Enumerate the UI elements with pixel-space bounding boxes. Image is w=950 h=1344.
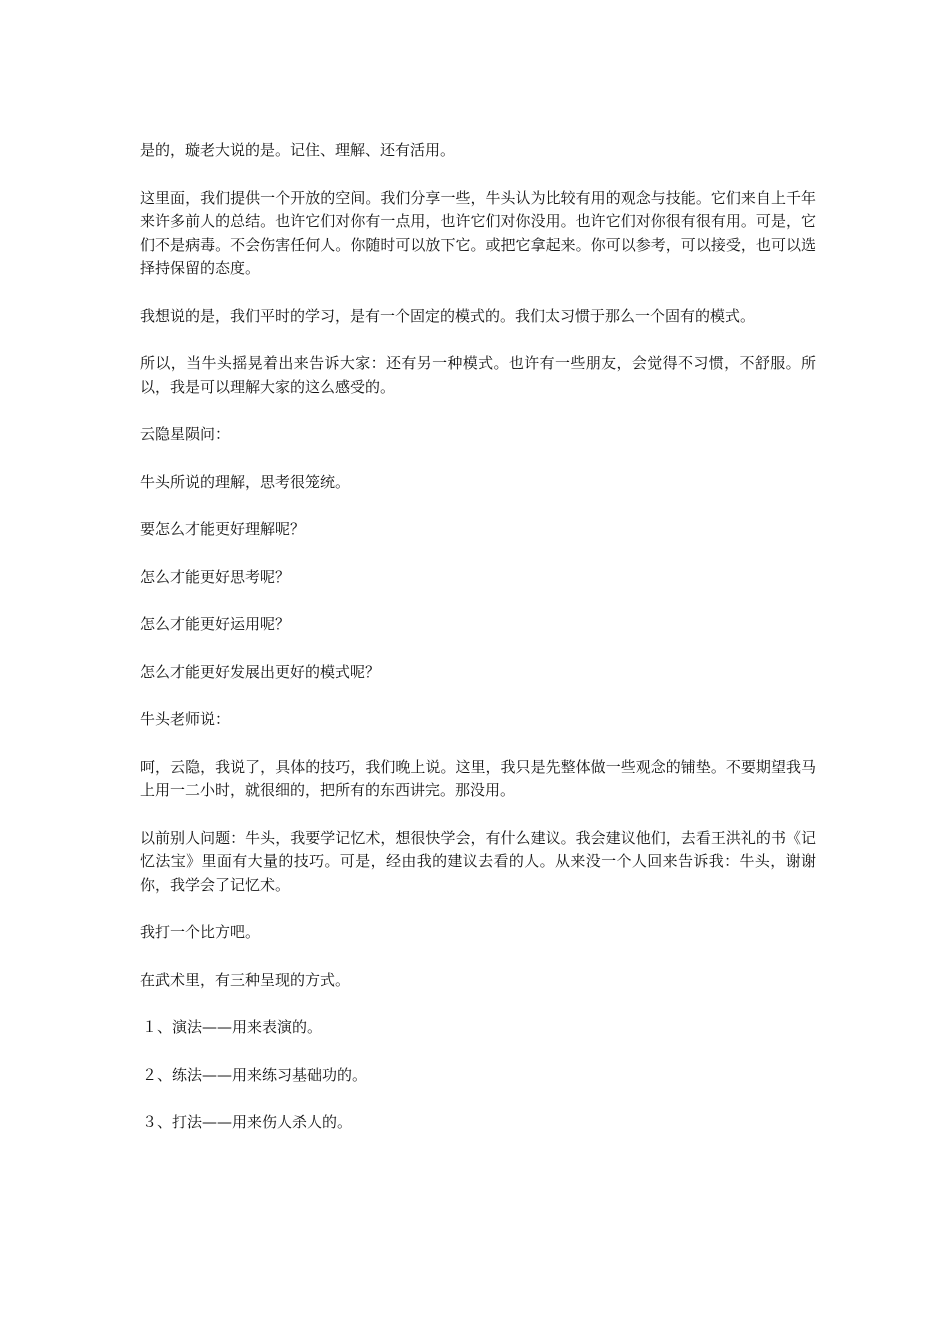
speaker-label: 云隐星陨问： [140,425,231,443]
list-item: ３、打法——用来伤人杀人的。 [142,1113,353,1131]
speaker-label: 牛头老师说： [140,710,231,728]
question: 怎么才能更好思考呢？ [140,567,291,586]
list-item: １、演法——用来表演的。 [142,1018,323,1036]
paragraph: 这里面，我们提供一个开放的空间。我们分享一些，牛头认为比较有用的观念与技能。它们来自上千年来许多前人的总结。也许它们对你有一点用，也许它们对你没用。也许它们对你很有很有用。可是，它们不是病毒。不会伤害任何人。你随时可以放下它。或把它拿起来。你可以参考，可以接受，也可以选择持保留的态度。 [140,188,816,277]
paragraph: 在武术里，有三种呈现的方式。 [140,970,351,989]
paragraph: 呵，云隐，我说了，具体的技巧，我们晚上说。这里，我只是先整体做一些观念的铺垫。不要期望我马上用一二小时，就很细的，把所有的东西讲完。那没用。 [140,757,816,799]
paragraph: 所以，当牛头摇晃着出来告诉大家：还有另一种模式。也许有一些朋友，会觉得不习惯，不舒服。所以，我是可以理解大家的这么感受的。 [140,354,816,396]
paragraph: 以前别人问题：牛头，我要学记忆术，想很快学会，有什么建议。我会建议他们，去看王洪礼的书《记忆法宝》里面有大量的技巧。可是，经由我的建议去看的人。从来没一个人回来告诉我：牛头，谢谢你，我学会了记忆术。 [140,828,816,894]
paragraph: 我打一个比方吧。 [140,923,261,941]
list-item: ２、练法——用来练习基础功的。 [142,1065,368,1084]
question: 要怎么才能更好理解呢？ [140,520,306,538]
paragraph: 是的，璇老大说的是。记住、理解、还有活用。 [140,141,456,159]
paragraph: 牛头所说的理解，思考很笼统。 [140,472,351,491]
question: 怎么才能更好运用呢？ [140,615,291,633]
document-body [140,139,816,1159]
question: 怎么才能更好发展出更好的模式呢？ [140,662,381,681]
paragraph: 我想说的是，我们平时的学习，是有一个固定的模式的。我们太习惯于那么一个固有的模式。 [140,306,756,325]
